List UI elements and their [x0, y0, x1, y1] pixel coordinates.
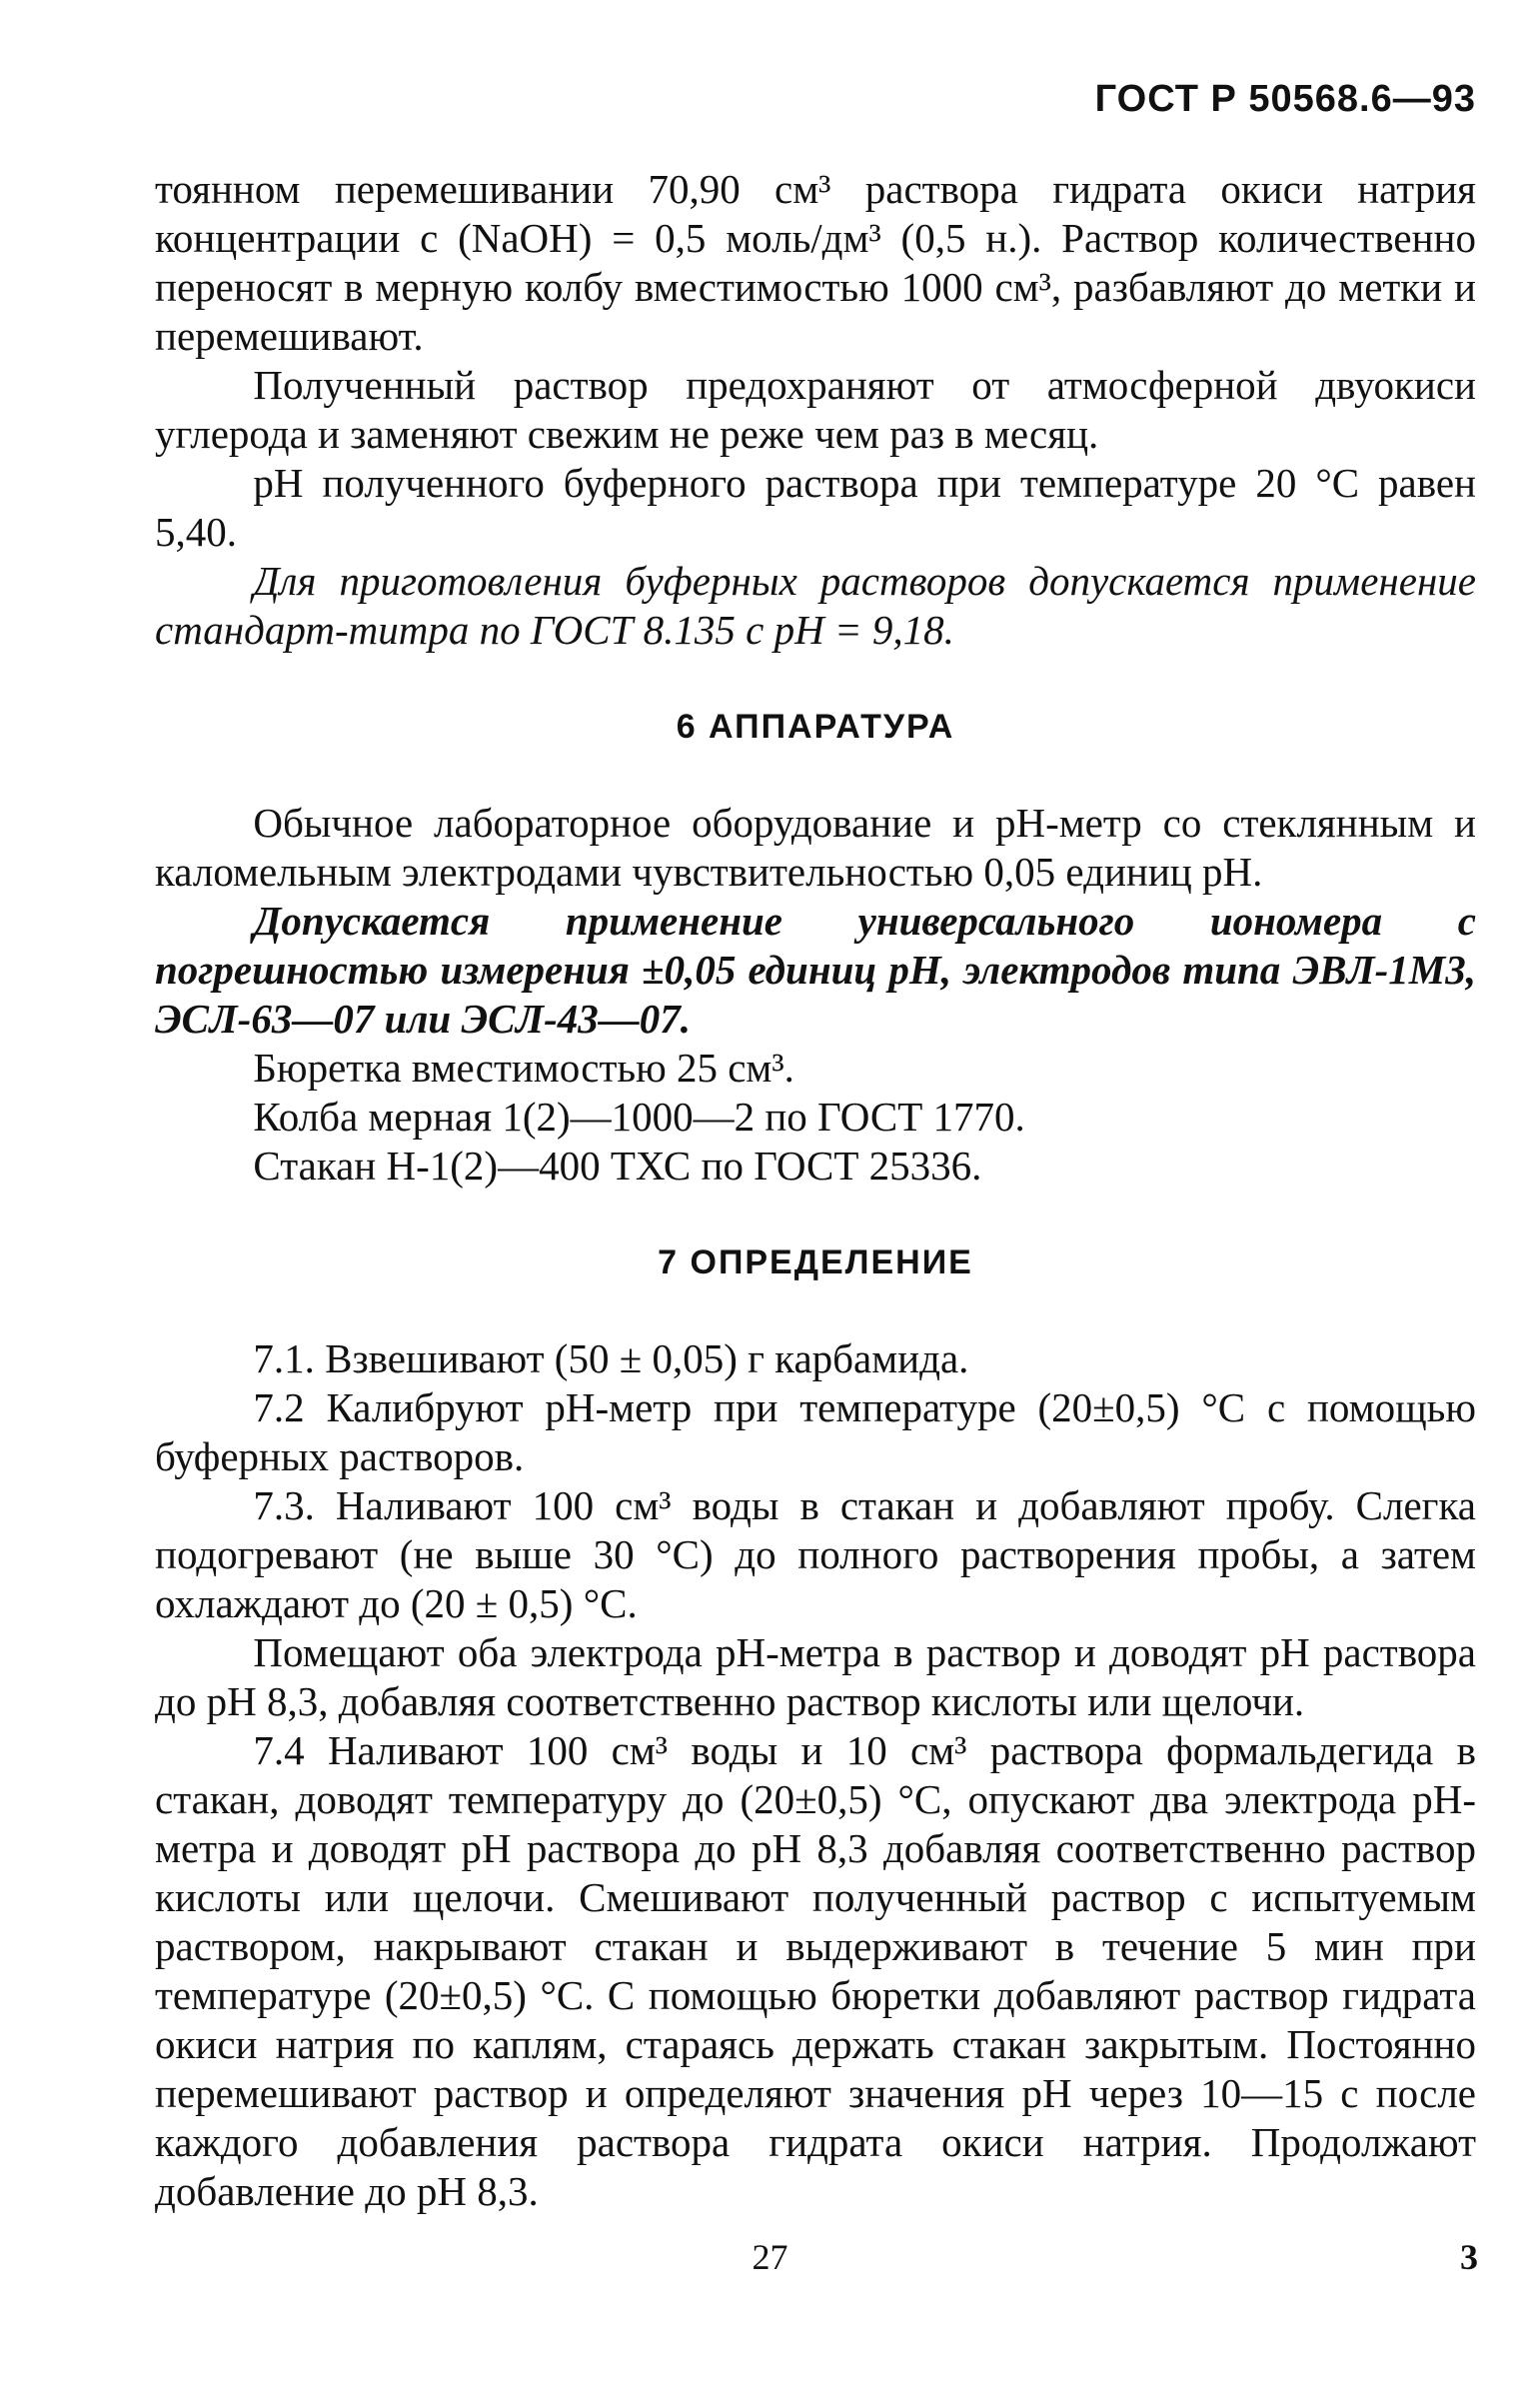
paragraph-continued: тоянном перемешивании 70,90 см³ раствора гидрата окиси натрия концентрации с (NaOH) = 0,5 моль/дм³ (0,5 н.). Раствор количественно переносят в мерную колбу вместимостью 1000 см³, разбавляют до метки и перемешивают.	[155, 166, 1476, 359]
paragraph-standard-titer-note: Для приготовления буферных растворов допускается применение стандарт-титра по ГОСТ 8.135 с pH = 9,18.	[155, 558, 1476, 653]
paragraph-ionomer-note: Допускается применение универсального иономера с погрешностью измерения ±0,05 единиц pH, электродов типа ЭВЛ-1М3, ЭСЛ-63—07 или ЭСЛ-43—07.	[155, 898, 1476, 1042]
paragraph-beaker: Стакан Н-1(2)—400 ТХС по ГОСТ 25336.	[253, 1143, 982, 1189]
paragraph-electrodes: Помещают оба электрода pH-метра в раствор и доводят pH раствора до pH 8,3, добавляя соответственно раствор кислоты или щелочи.	[155, 1629, 1476, 1724]
paragraph-flask: Колба мерная 1(2)—1000—2 по ГОСТ 1770.	[253, 1094, 1025, 1140]
paragraph-storage: Полученный раствор предохраняют от атмосферной двуокиси углерода и заменяют свежим не реже чем раз в месяц.	[155, 362, 1476, 457]
section-heading-determination: 7 ОПРЕДЕЛЕНИЕ	[658, 1243, 973, 1281]
paragraph-7-4: 7.4 Наливают 100 см³ воды и 10 см³ раствора формальдегида в стакан, доводят температуру до (20±0,5) °С, опускают два электрода pH-метра и доводят pH раствора до pH 8,3 добавляя соответственно раствор кислоты или щелочи. Смешивают полученный раствор с испытуемым раствором, накрывают стакан и выдерживают в течение 5 мин при температуре (20±0,5) °С. С помощью бюретки добавляют раствор гидрата окиси натрия по каплям, стараясь держать стакан закрытым. Постоянно перемешивают раствор и определяют значения pH через 10—15 с после каждого добавления раствора гидрата окиси натрия. Продолжают добавление до pH 8,3.	[155, 1727, 1476, 2214]
running-head: ГОСТ Р 50568.6—93	[1094, 78, 1476, 120]
section-heading-apparatus: 6 АППАРАТУРА	[676, 708, 955, 746]
paragraph-7-3: 7.3. Наливают 100 см³ воды в стакан и добавляют пробу. Слегка подогревают (не выше 30 °С) до полного растворения пробы, а затем охлаждают до (20 ± 0,5) °С.	[155, 1482, 1476, 1626]
page-content	[155, 165, 1476, 2216]
page-number: 3	[1460, 2237, 1478, 2277]
paragraph-burette: Бюретка вместимостью 25 см³.	[253, 1045, 794, 1091]
paragraph-ph-value: pH полученного буферного раствора при температуре 20 °С равен 5,40.	[155, 460, 1476, 555]
paragraph-equipment: Обычное лабораторное оборудование и pH-метр со стеклянным и каломельным электродами чувствительностью 0,05 единиц pH.	[155, 800, 1476, 895]
footer-sheet-number: 27	[752, 2237, 788, 2277]
paragraph-7-2: 7.2 Калибруют pH-метр при температуре (20±0,5) °С с помощью буферных растворов.	[155, 1384, 1476, 1479]
paragraph-7-1: 7.1. Взвешивают (50 ± 0,05) г карбамида.	[253, 1335, 969, 1381]
